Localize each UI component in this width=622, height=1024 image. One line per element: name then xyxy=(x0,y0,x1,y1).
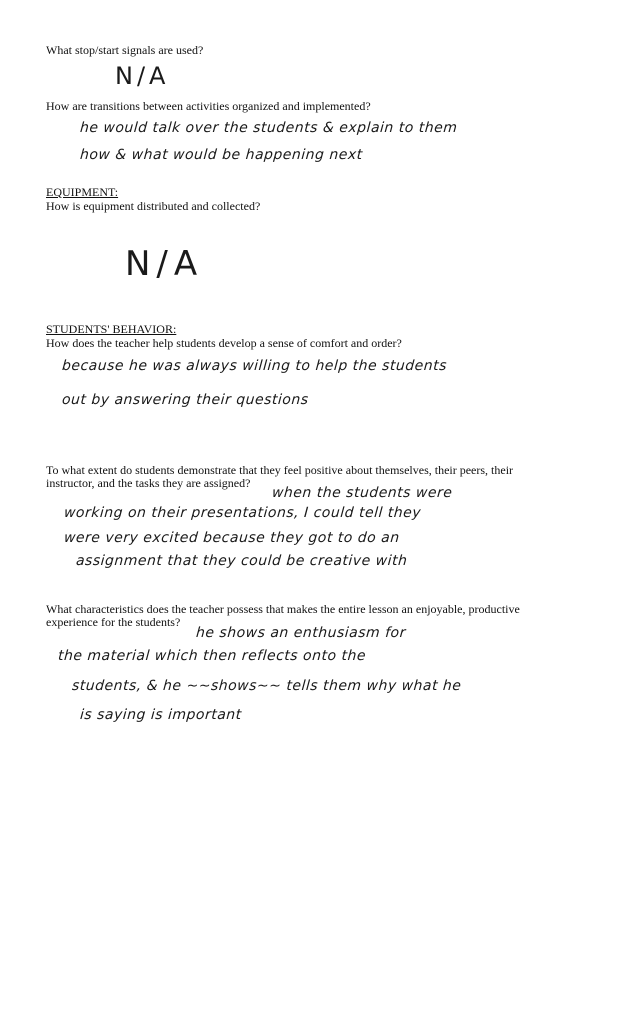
answer-characteristics-line-1: he shows an enthusiasm for xyxy=(195,625,407,641)
answer-characteristics-line-3: students, & he ~~shows~~ tells them why what he xyxy=(71,678,463,694)
question-positive-line-2: instructor, and the tasks they are assigned? xyxy=(46,476,251,490)
answer-characteristics-line-4: is saying is important xyxy=(79,707,243,723)
answer-transitions-line-2: how & what would be happening next xyxy=(79,147,364,163)
answer-positive-line-2: working on their presentations, I could tell they xyxy=(63,505,422,521)
question-comfort-order: How does the teacher help students develop a sense of comfort and order? xyxy=(46,336,402,350)
question-equipment: How is equipment distributed and collected? xyxy=(46,199,261,213)
question-characteristics-line-1: What characteristics does the teacher possess that makes the entire lesson an enjoyable, productive xyxy=(46,602,520,616)
section-heading-equipment: EQUIPMENT: xyxy=(46,185,119,199)
answer-positive-line-3: were very excited because they got to do an xyxy=(63,530,401,546)
question-characteristics-line-2: experience for the students? xyxy=(46,615,181,629)
answer-positive-line-1: when the students were xyxy=(271,485,453,501)
answer-comfort-order-line-2: out by answering their questions xyxy=(61,392,310,408)
answer-stop-start: N/A xyxy=(115,62,170,90)
answer-positive-line-4: assignment that they could be creative with xyxy=(75,553,408,569)
question-stop-start: What stop/start signals are used? xyxy=(46,43,204,57)
answer-transitions-line-1: he would talk over the students & explain to them xyxy=(79,120,458,136)
question-transitions: How are transitions between activities organized and implemented? xyxy=(46,99,371,113)
answer-characteristics-line-2: the material which then reflects onto the xyxy=(57,648,367,664)
section-heading-students-behavior: STUDENTS' BEHAVIOR: xyxy=(46,322,177,336)
question-positive-line-1: To what extent do students demonstrate that they feel positive about themselves, their peers, their xyxy=(46,463,514,477)
answer-comfort-order-line-1: because he was always willing to help the students xyxy=(61,358,448,374)
answer-equipment: N/A xyxy=(125,244,204,284)
